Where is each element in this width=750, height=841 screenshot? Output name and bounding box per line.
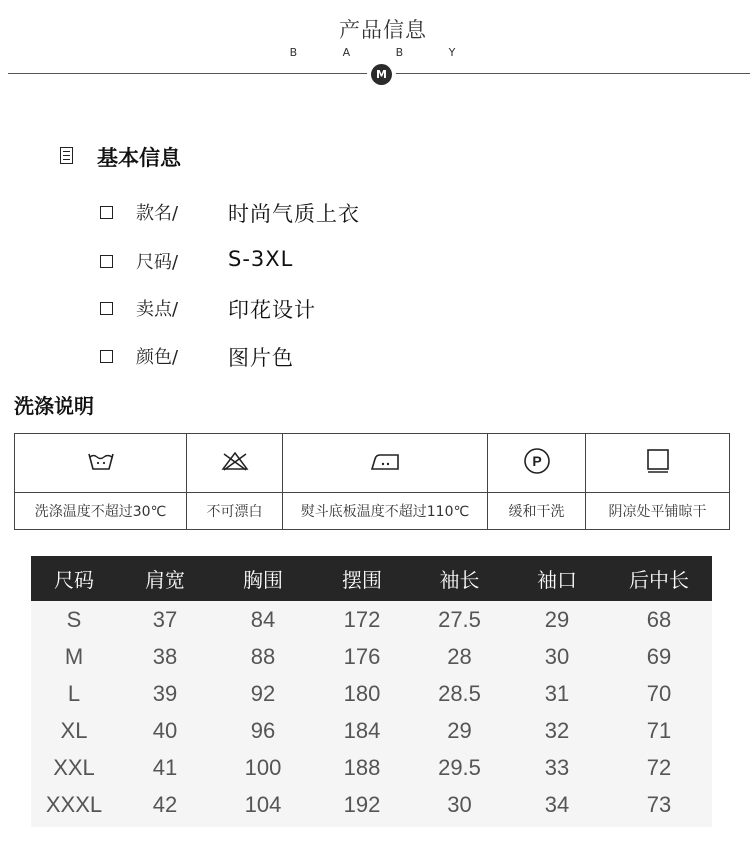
table-cell: 180	[343, 680, 381, 706]
table-cell: 31	[544, 680, 570, 706]
checkbox-icon	[100, 206, 113, 219]
table-cell: 41	[152, 754, 178, 780]
size-table-container	[31, 556, 712, 827]
info-value: S-3XL	[228, 247, 294, 271]
table-cell: 176	[343, 643, 381, 669]
table-cell: 69	[646, 643, 672, 669]
table-cell: 72	[646, 754, 672, 780]
wash-cell	[488, 434, 586, 493]
info-value: 印花设计	[228, 298, 316, 322]
column-header: 胸围	[213, 556, 313, 601]
table-cell: XL	[60, 717, 88, 743]
table-cell: 32	[544, 717, 570, 743]
wash-label: 熨斗底板温度不超过110℃	[283, 493, 488, 530]
table-cell: 30	[544, 643, 570, 669]
wash-label: 洗涤温度不超过30℃	[15, 493, 187, 530]
table-cell: 192	[343, 791, 381, 817]
wash-cell	[586, 434, 730, 493]
info-label: 颜色/	[136, 347, 179, 368]
wash-label: 缓和干洗	[488, 493, 586, 530]
table-cell: 100	[244, 754, 282, 780]
page-title: 产品信息	[339, 18, 427, 42]
wash-label: 不可漂白	[187, 493, 283, 530]
table-cell: 28	[447, 643, 472, 669]
table-cell: 29.5	[438, 754, 481, 780]
table-cell: 184	[343, 717, 381, 743]
wash-cell	[15, 434, 187, 493]
dry-flat-shade-icon	[645, 448, 671, 474]
column-header: 摆围	[313, 556, 411, 601]
table-cell: 84	[250, 606, 276, 632]
table-cell: 73	[646, 791, 672, 817]
table-cell: M	[64, 643, 84, 669]
table-cell: 172	[343, 606, 381, 632]
table-cell: 92	[250, 680, 276, 706]
table-cell: 33	[544, 754, 570, 780]
table-cell: 38	[152, 643, 178, 669]
table-row	[31, 786, 712, 823]
size-table	[31, 556, 712, 823]
wash-cell	[187, 434, 283, 493]
table-row	[31, 712, 712, 749]
table-cell: 27.5	[438, 606, 481, 632]
info-label: 尺码/	[136, 252, 179, 273]
wash-tub-icon	[86, 450, 116, 472]
table-cell: 70	[646, 680, 672, 706]
table-cell: 39	[152, 680, 178, 706]
table-cell: 34	[544, 791, 570, 817]
checkbox-icon	[100, 255, 113, 268]
no-bleach-icon	[219, 450, 251, 472]
column-header: 尺码	[31, 556, 117, 601]
table-cell: 40	[152, 717, 178, 743]
svg-text:P: P	[531, 453, 542, 469]
page-subtitle: B A B Y	[289, 46, 477, 59]
table-cell: 29	[544, 606, 570, 632]
dry-clean-p-icon	[523, 447, 551, 475]
column-header: 后中长	[606, 556, 712, 601]
table-cell: 42	[152, 791, 178, 817]
iron-icon	[369, 450, 401, 472]
table-row	[31, 601, 712, 638]
table-cell: 188	[343, 754, 381, 780]
table-row	[31, 675, 712, 712]
table-cell: 30	[447, 791, 472, 817]
column-header: 肩宽	[117, 556, 213, 601]
info-value: 时尚气质上衣	[228, 202, 360, 226]
wash-title: 洗涤说明	[14, 394, 94, 418]
basic-info-title: 基本信息	[97, 146, 181, 170]
checkbox-icon	[100, 350, 113, 363]
info-value: 图片色	[228, 346, 294, 370]
m-badge: M	[371, 64, 392, 85]
table-cell: 104	[244, 791, 282, 817]
table-row	[31, 638, 712, 675]
table-cell: 29	[447, 717, 472, 743]
table-cell: S	[66, 606, 82, 632]
table-cell: 71	[646, 717, 672, 743]
table-cell: 96	[250, 717, 276, 743]
info-label: 款名/	[136, 203, 179, 224]
wash-cell	[283, 434, 488, 493]
table-cell: L	[67, 680, 81, 706]
table-cell: XXXL	[45, 791, 103, 817]
table-cell: 28.5	[438, 680, 481, 706]
checkbox-icon	[100, 302, 113, 315]
column-header: 袖口	[508, 556, 606, 601]
info-label: 卖点/	[136, 299, 179, 320]
table-cell: 37	[152, 606, 178, 632]
table-cell: 68	[646, 606, 672, 632]
size-table-header	[31, 556, 712, 601]
table-row	[31, 749, 712, 786]
column-header: 袖长	[411, 556, 508, 601]
wash-label: 阴凉处平铺晾干	[586, 493, 730, 530]
wash-table	[14, 433, 730, 530]
table-cell: XXL	[53, 754, 95, 780]
document-icon	[60, 147, 73, 164]
table-cell: 88	[250, 643, 276, 669]
